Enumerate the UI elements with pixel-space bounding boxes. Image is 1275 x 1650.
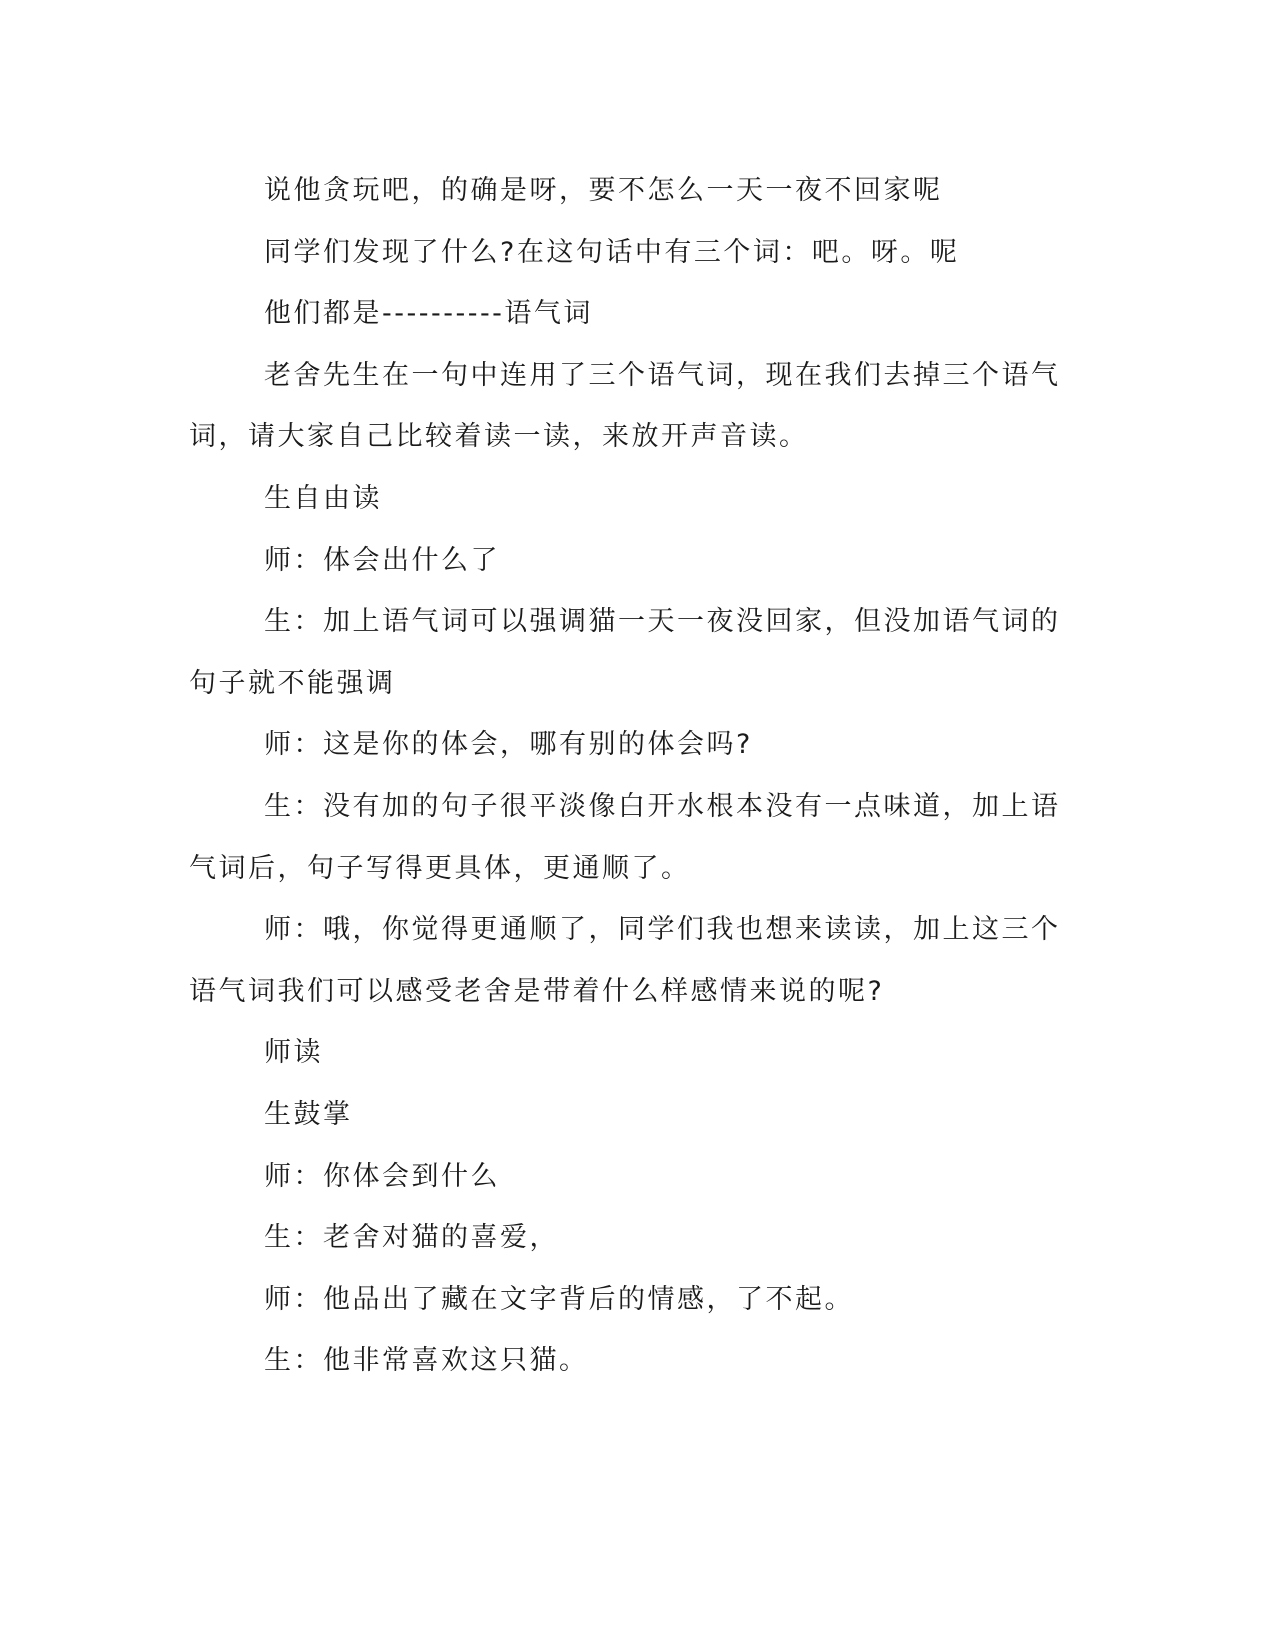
paragraph: 师：体会出什么了	[264, 544, 500, 576]
paragraph: 生：没有加的句子很平淡像白开水根本没有一点味道，加上语气词后，句子写得更具体，更通顺了。	[189, 790, 1061, 884]
paragraph: 生：老舍对猫的喜爱，	[264, 1222, 559, 1254]
paragraph: 生：加上语气词可以强调猫一天一夜没回家，但没加语气词的句子就不能强调	[189, 606, 1061, 699]
paragraph: 老舍先生在一句中连用了三个语气词，现在我们去掉三个语气词，请大家自己比较着读一读，来放开声音读。	[189, 359, 1061, 453]
paragraph: 生自由读	[264, 482, 382, 514]
paragraph: 同学们发现了什么?在这句话中有三个词：吧。呀。呢	[264, 236, 960, 268]
paragraph: 生：他非常喜欢这只猫。	[264, 1345, 589, 1377]
paragraph: 师：这是你的体会，哪有别的体会吗?	[264, 729, 753, 761]
paragraph: 说他贪玩吧，的确是呀，要不怎么一天一夜不回家呢	[264, 175, 943, 206]
paragraph: 师：哦，你觉得更通顺了，同学们我也想来读读，加上这三个语气词我们可以感受老舍是带着什么样感情来说的呢?	[189, 914, 1061, 1007]
document-body	[189, 160, 1079, 1392]
paragraph: 师读	[264, 1037, 323, 1069]
paragraph: 生鼓掌	[264, 1098, 353, 1130]
paragraph: 师：你体会到什么	[264, 1160, 500, 1192]
paragraph: 他们都是----------语气词	[264, 298, 593, 330]
paragraph: 师：他品出了藏在文字背后的情感，了不起。	[264, 1283, 854, 1315]
